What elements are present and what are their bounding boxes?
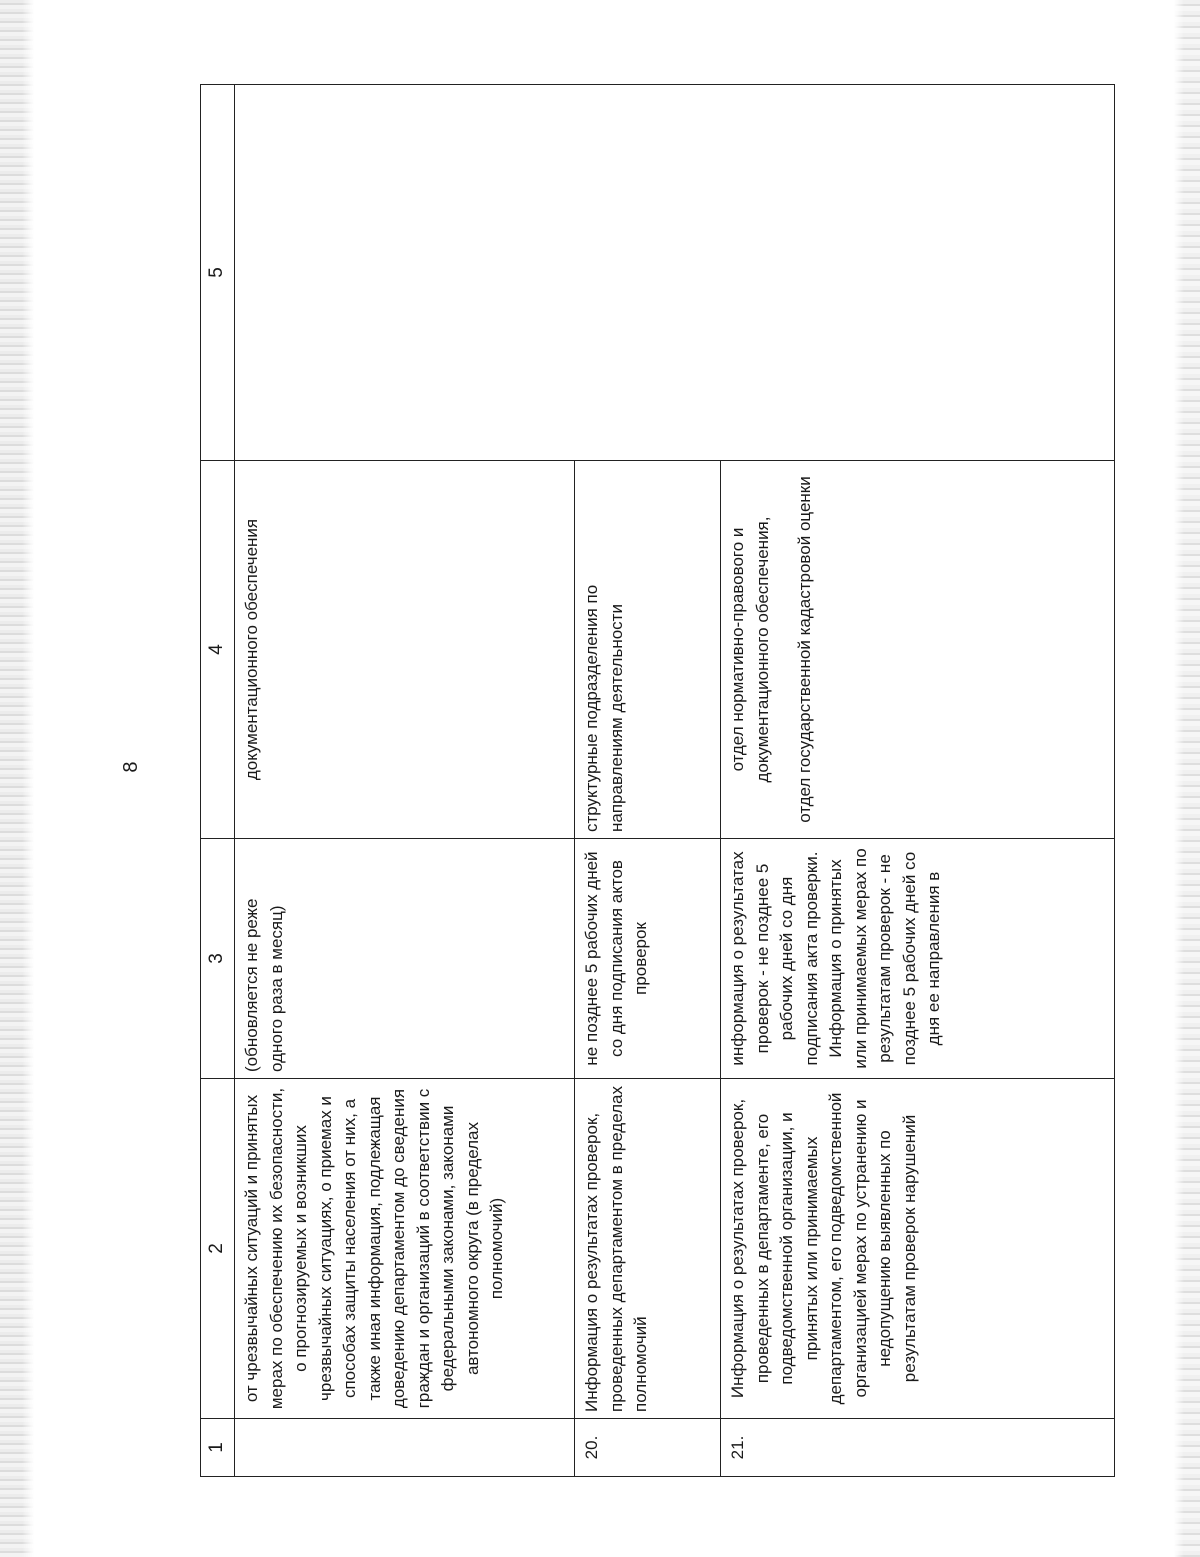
- row-number: 21.: [721, 1419, 1115, 1477]
- column-header-5: 5: [201, 85, 235, 461]
- scan-edge-right: [1174, 0, 1200, 1557]
- responsible-unit: документационного обеспечения: [242, 518, 261, 781]
- row-responsible: [235, 461, 575, 839]
- row-responsible: [721, 461, 1115, 839]
- row-number: 20.: [575, 1419, 721, 1477]
- column-header-3: 3: [201, 839, 235, 1079]
- row-description: Информация о результатах проверок, проведенных в департаменте, его подведомственной организации, и принятых или принимаемых департаментом, его подведомственной организацией мерах по устранению и недопущению выявленных по результатам проверок нарушений: [721, 1079, 1115, 1419]
- row-deadline: (обновляется не реже одного раза в месяц): [235, 839, 575, 1079]
- table-header-row: [201, 85, 235, 1477]
- row-description: от чрезвычайных ситуаций и принятых мерах по обеспечению их безопасности, о прогнозируемых и возникших чрезвычайных ситуациях, о приемах и способах защиты населения от них, а также иная информация, подлежащая доведению департаментом до сведения граждан и организаций в соответствии с федеральными законами, законами автономного округа (в пределах полномочий): [235, 1079, 575, 1419]
- row-deadline: информация о результатах проверок - не позднее 5 рабочих дней со дня подписания акта проверки. Информация о принятых или принимаемых мерах по результатам проверок - не позднее 5 рабочих дней со дня ее направления в: [721, 839, 1115, 1079]
- column-header-1: 1: [201, 1419, 235, 1477]
- row-description: Информация о результатах проверок, проведенных департаментом в пределах полномочий: [575, 1079, 721, 1419]
- document-table: [200, 84, 1115, 1477]
- row-responsible: [575, 461, 721, 839]
- scan-edge-left: [0, 0, 34, 1557]
- table-row: [235, 85, 575, 1477]
- responsible-unit: структурные подразделения по направлениям деятельности: [582, 584, 626, 832]
- responsible-unit: отдел нормативно-правового и документационного обеспечения,: [728, 516, 772, 783]
- column-5-cell: [235, 85, 1115, 461]
- responsible-unit-secondary: отдел государственной кадастровой оценки: [795, 476, 814, 823]
- page-number: 8: [120, 761, 142, 773]
- document-page: [120, 77, 1120, 1477]
- row-deadline: не позднее 5 рабочих дней со дня подписания актов проверок: [575, 839, 721, 1079]
- row-number: [235, 1419, 575, 1477]
- column-header-2: 2: [201, 1079, 235, 1419]
- column-header-4: 4: [201, 461, 235, 839]
